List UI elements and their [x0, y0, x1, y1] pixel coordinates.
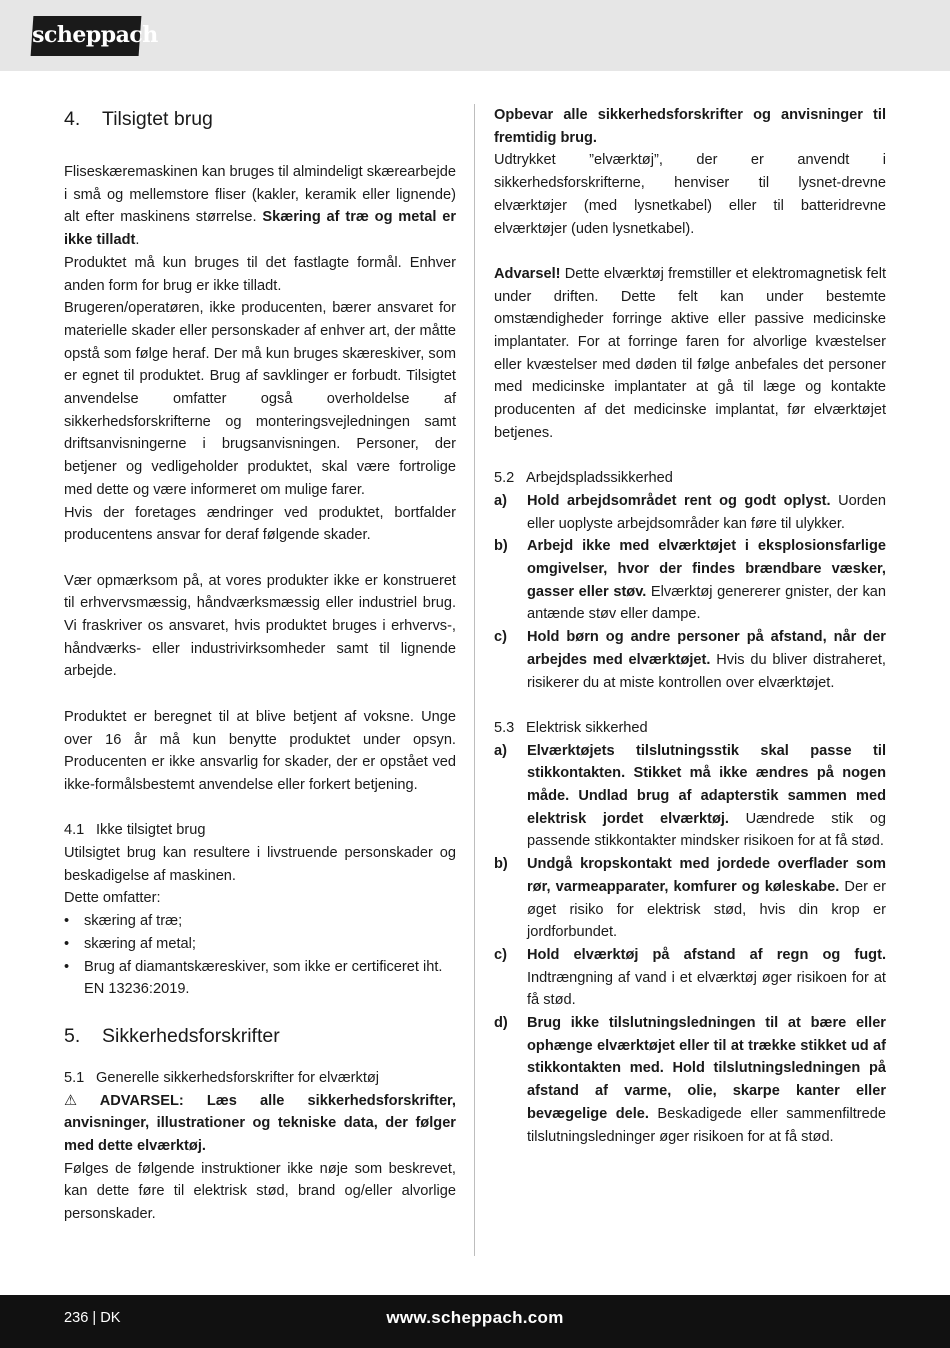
scheppach-logo: scheppach: [31, 16, 142, 56]
column-divider: [474, 104, 475, 1256]
footer-bar: [0, 1295, 950, 1348]
paragraph-bold: Opbevar alle sikkerhedsforskrifter og anvisninger til fremtidig brug.: [494, 107, 886, 146]
website-link[interactable]: www.scheppach.com: [386, 1308, 564, 1327]
bullet-list: [64, 910, 456, 1001]
list-item: d) Brug ikke tilslutningsledningen til at bære eller ophænge elværktøjet eller til at trække stikket ud af stikkontakten med. Hold tilslutningsledningen på afstand af varme, olie, skarpe kanter eller bevægelige dele. Beskadigede eller sammenfiltrede tilslutningsledninger øger risikoen for at få stød.: [494, 1015, 886, 1145]
list-item: b) Undgå kropskontakt med jordede overflader som rør, varmeapparater, komfurer og køleskabe. Der er øget risiko for elektrisk stød, hvis din krop er jordforbundet.: [494, 856, 886, 941]
paragraph: Utilsigtet brug kan resultere i livstruende personskader og beskadigelse af maskinen.: [64, 845, 456, 884]
paragraph: Dette omfatter:: [64, 890, 161, 907]
right-column: [494, 104, 886, 1148]
section-5-1-heading: 5.1 Generelle sikkerhedsforskrifter for elværktøj: [64, 1069, 380, 1086]
paragraph: Produktet må kun bruges til det fastlagte formål. Enhver anden form for brug er ikke tilladt.: [64, 254, 456, 294]
section-4-heading: 4. Tilsigtet brug: [64, 108, 213, 130]
section-5-2-heading: 5.2 Arbejdspladssikkerhed: [494, 470, 673, 487]
warning-paragraph: Advarsel! Dette elværktøj fremstiller et elektromagnetisk felt under driften. Dette felt kan under bestemte omstændigheder forringe aktive eller passive medicinske implantater. For at forringe faren for alvorlige kvæstelser eller kvæstelser med døden til følge anbefales det personer med medicinske implantater at gå til læge og kontakte producenten af det medicinske implantat, før elværktøjet betjenes.: [494, 265, 886, 441]
paragraph: Fliseskæremaskinen kan bruges til almindeligt skærearbejde i små og mellemstore fliser (kakler, keramik eller lignende) alt efter maskinens størrelse. Skæring af træ og metal er ikke tilladt.: [64, 164, 456, 249]
paragraph: Vær opmærksom på, at vores produkter ikke er konstrueret til erhvervsmæssig, håndværksmæssig eller industriel brug. Vi fraskriver os ansvaret, hvis produktet bruges i erhvervs-, håndværks- eller industrivirksomheder samt til lignende arbejde.: [64, 572, 456, 680]
paragraph: Følges de følgende instruktioner ikke nøje som beskrevet, kan dette føre til elektrisk stød, brand og/eller alvorlige personskader.: [64, 1160, 456, 1223]
paragraph: Udtrykket ”elværktøj”, der er anvendt i sikkerhedsforskrifterne, henviser til lysnet-drevne elværktøjer (med lysnetkabel) eller til batteridrevne elværktøjer (uden lysnetkabel).: [494, 152, 886, 237]
section-5-3-heading: 5.3 Elektrisk sikkerhed: [494, 719, 648, 736]
page-number: 236 | DK: [64, 1310, 121, 1326]
list-item: a) Elværktøjets tilslutningsstik skal passe til stikkontakten. Stikket må ikke ændres på nogen måde. Undlad brug af adapterstik sammen med elektrisk jordet elværktøj. Uændrede stik og passende stikkontakter mindsker risikoen for at få stød.: [494, 742, 886, 850]
list-item: c) Hold børn og andre personer på afstand, når der arbejdes med elværktøjet. Hvis du bliver distraheret, risikerer du at miste kontrollen over elværktøjet.: [494, 629, 886, 691]
paragraph: Produktet er beregnet til at blive betjent af voksne. Unge over 16 år må kun benytte produktet under opsyn. Producenten er ikke ansvarlig for skader, der er opstået ved ikke-formålsbestemt anvendelse eller forkert betjening.: [64, 708, 456, 793]
section-4-1-heading: 4.1 Ikke tilsigtet brug: [64, 822, 206, 839]
section-5-heading: 5. Sikkerhedsforskrifter: [64, 1024, 280, 1047]
header-bar: [0, 0, 950, 71]
list-item: c) Hold elværktøj på afstand af regn og fugt. Indtrængning af vand i et elværktøj øger risikoen for at få stød.: [494, 946, 886, 1009]
list-item: • skæring af metal;: [64, 933, 456, 956]
list-item: • Brug af diamantskæreskiver, som ikke er certificeret iht. EN 13236:2019.: [64, 956, 456, 1001]
paragraph: Hvis der foretages ændringer ved produktet, bortfalder producentens ansvar for deraf følgende skader.: [64, 504, 456, 544]
list-item: b) Arbejd ikke med elværktøjet i eksplosionsfarlige omgivelser, hvor der findes brændbare væsker, gasser eller støv. Elværktøj genererer gnister, der kan antænde støv eller dampe.: [494, 538, 887, 623]
paragraph: Brugeren/operatøren, ikke producenten, bærer ansvaret for materielle skader eller personskader af enhver art, der måtte opstå som følge heraf. Der må kun bruges skæreskiver, som er egnet til produktet. Brug af savklinger er forbudt. Tilsigtet anvendelse omfatter også overholdelse af sikkerhedsforskrifterne og monteringsvejledningen samt driftsanvisningerne i brugsanvisningen. Personer, der betjener og vedligeholder produktet, skal være fortrolige med dette og være informeret om mulige farer.: [64, 300, 456, 498]
warning-triangle-icon: ⚠: [64, 1092, 78, 1109]
left-column: [64, 104, 456, 1226]
warning-paragraph: ⚠ ADVARSEL: Læs alle sikkerhedsforskrifter, anvisninger, illustrationer og tekniske data, der følger med dette elværktøj.: [64, 1090, 456, 1158]
list-item: a) Hold arbejdsområdet rent og godt oplyst. Uorden eller uoplyste arbejdsområder kan føre til ulykker.: [494, 492, 887, 532]
list-item: • skæring af træ;: [64, 910, 456, 933]
